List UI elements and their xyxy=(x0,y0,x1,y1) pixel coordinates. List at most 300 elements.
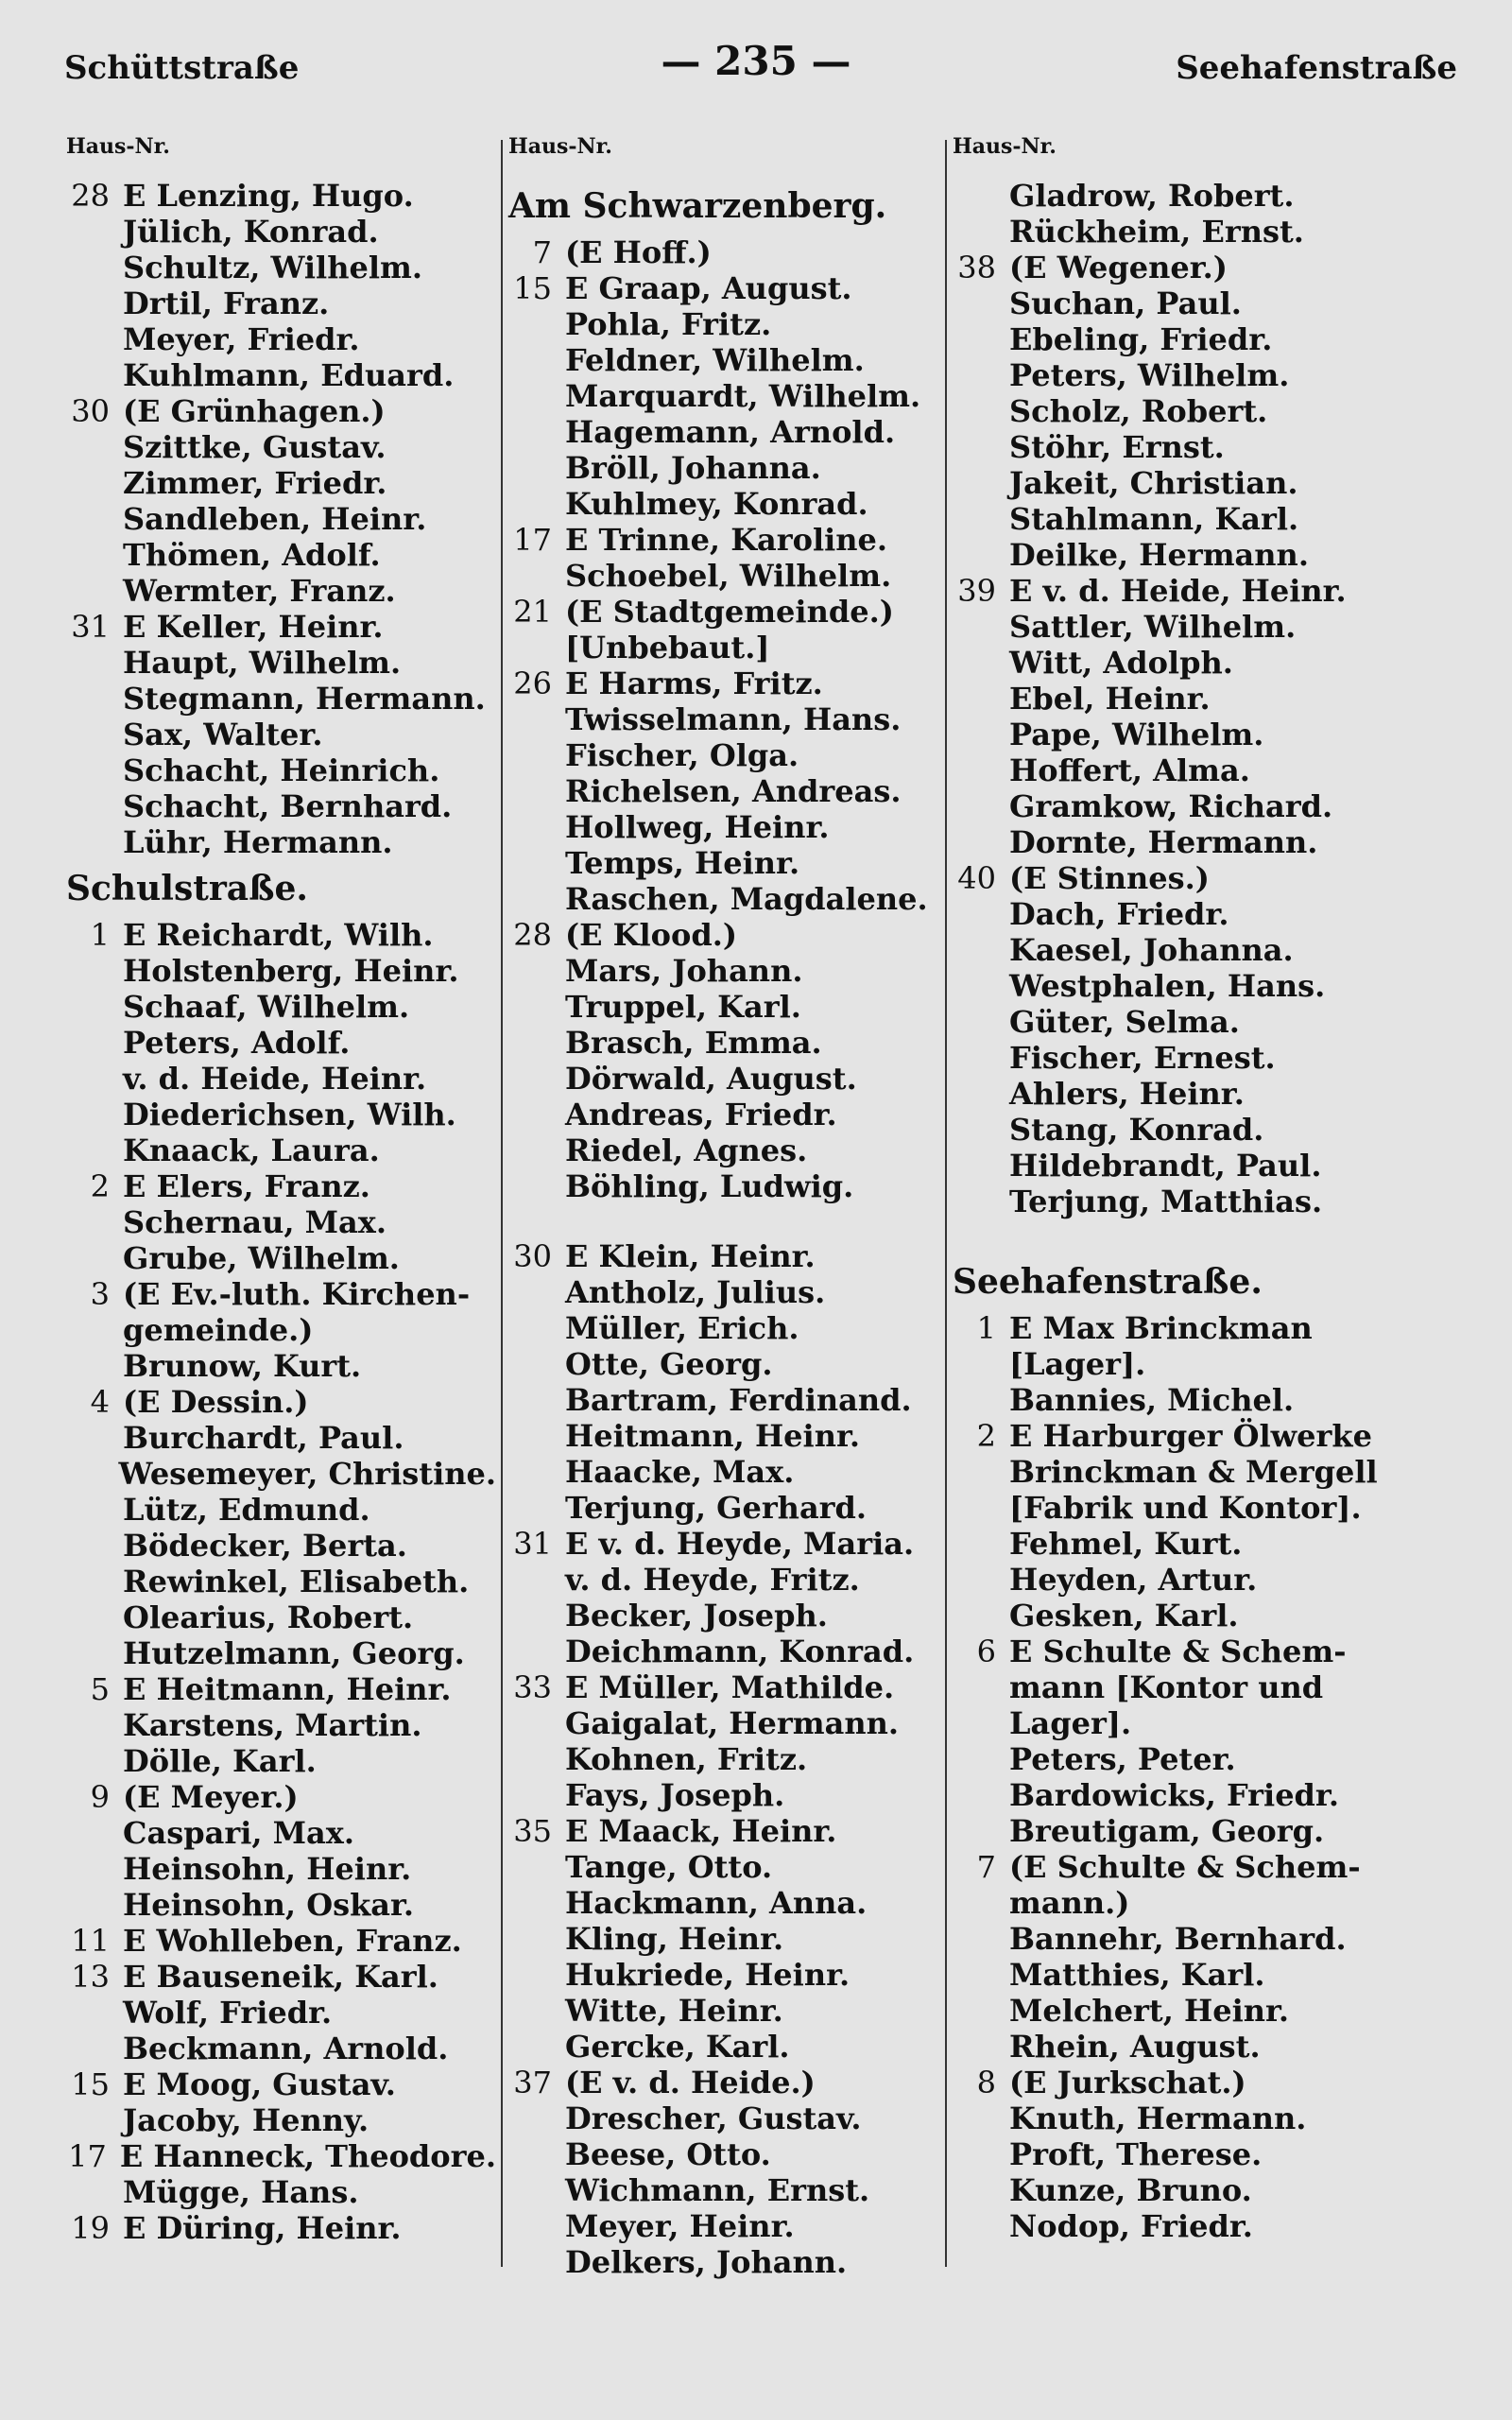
house-number xyxy=(508,2208,565,2244)
house-number xyxy=(66,953,123,989)
list-item xyxy=(953,1993,1397,2029)
resident-name: Scholz, Robert. xyxy=(1009,393,1268,429)
list-item xyxy=(66,1420,496,1456)
list-item xyxy=(953,1957,1397,1993)
resident-name: (E Hoff.) xyxy=(565,234,712,270)
house-number xyxy=(953,393,1009,429)
resident-name: Zimmer, Friedr. xyxy=(123,465,387,501)
list-item xyxy=(66,1061,496,1097)
list-item xyxy=(953,393,1397,429)
list-item xyxy=(66,1456,496,1492)
list-item xyxy=(66,178,496,214)
street-heading: Schulstraße. xyxy=(66,869,308,908)
house-number xyxy=(66,357,123,393)
list-item xyxy=(508,1669,943,1705)
list-item xyxy=(66,989,496,1025)
list-item xyxy=(508,1025,943,1061)
house-number xyxy=(953,178,1009,214)
resident-name: Matthies, Karl. xyxy=(1009,1957,1265,1993)
resident-name: Richelsen, Andreas. xyxy=(565,773,902,809)
house-number xyxy=(66,573,123,609)
list-item xyxy=(508,1061,943,1097)
list-item xyxy=(953,1777,1397,1813)
resident-name: Drescher, Gustav. xyxy=(565,2100,862,2136)
resident-name: E Wohlleben, Franz. xyxy=(123,1923,462,1959)
page-number: — 235 — xyxy=(661,38,851,84)
house-number xyxy=(953,1885,1009,1921)
list-item xyxy=(953,2172,1397,2208)
resident-name: Rhein, August. xyxy=(1009,2029,1261,2065)
list-item xyxy=(953,1004,1397,1040)
resident-name: Bödecker, Berta. xyxy=(123,1528,407,1564)
house-number xyxy=(953,1454,1009,1490)
house-number xyxy=(508,342,565,378)
resident-name: v. d. Heyde, Fritz. xyxy=(565,1562,860,1598)
resident-name: E Bauseneik, Karl. xyxy=(123,1959,438,1995)
list-item xyxy=(508,486,943,522)
list-item xyxy=(508,2065,943,2100)
resident-name: [Unbebaut.] xyxy=(565,630,770,666)
list-item xyxy=(508,594,943,630)
house-number: 37 xyxy=(513,2065,552,2100)
house-number xyxy=(66,1132,123,1168)
house-number xyxy=(953,501,1009,537)
resident-name: Dach, Friedr. xyxy=(1009,896,1229,932)
house-number: 5 xyxy=(90,1671,110,1707)
resident-name: Kuhlmey, Konrad. xyxy=(565,486,868,522)
list-item xyxy=(953,1813,1397,1849)
house-number: 7 xyxy=(976,1849,996,1885)
house-number xyxy=(508,809,565,845)
resident-name: mann.) xyxy=(1009,1885,1130,1921)
house-number xyxy=(953,824,1009,860)
house-number: 2 xyxy=(976,1418,996,1454)
house-number: 30 xyxy=(71,393,110,429)
house-number xyxy=(508,2172,565,2208)
resident-name: Wolf, Friedr. xyxy=(123,1995,333,2031)
resident-name: E Lenzing, Hugo. xyxy=(123,178,414,214)
resident-name: Westphalen, Hans. xyxy=(1009,968,1326,1004)
house-number xyxy=(508,1634,565,1669)
house-number: 33 xyxy=(513,1669,552,1705)
resident-name: Haacke, Max. xyxy=(565,1454,795,1490)
list-item xyxy=(508,306,943,342)
list-item xyxy=(66,285,496,321)
house-number: 35 xyxy=(513,1813,552,1849)
house-number xyxy=(953,609,1009,645)
resident-name: Brunow, Kurt. xyxy=(123,1348,362,1384)
list-item xyxy=(66,824,496,860)
list-item xyxy=(66,2066,496,2102)
house-number xyxy=(953,285,1009,321)
resident-name: Wesemeyer, Christine. xyxy=(118,1456,496,1492)
list-item xyxy=(508,989,943,1025)
resident-name: mann [Kontor und xyxy=(1009,1669,1324,1705)
list-item xyxy=(953,1076,1397,1112)
list-item xyxy=(953,357,1397,393)
list-item xyxy=(508,881,943,917)
house-number xyxy=(66,1564,123,1599)
house-number: 13 xyxy=(71,1959,110,1995)
resident-name: Böhling, Ludwig. xyxy=(565,1168,854,1204)
house-number xyxy=(953,896,1009,932)
resident-name: Gladrow, Robert. xyxy=(1009,178,1295,214)
house-number xyxy=(953,2208,1009,2244)
list-item xyxy=(508,2208,943,2244)
list-item xyxy=(508,270,943,306)
list-item xyxy=(66,1204,496,1240)
house-number: 26 xyxy=(513,666,552,701)
resident-name: Temps, Heinr. xyxy=(565,845,800,881)
house-number xyxy=(66,2031,123,2066)
house-number xyxy=(508,1993,565,2029)
house-number xyxy=(953,1598,1009,1634)
list-item xyxy=(953,1454,1397,1490)
list-item xyxy=(66,429,496,465)
resident-name: Peters, Wilhelm. xyxy=(1009,357,1290,393)
house-number xyxy=(508,1705,565,1741)
house-number: 3 xyxy=(90,1276,110,1312)
resident-name: Hutzelmann, Georg. xyxy=(123,1635,465,1671)
list-item xyxy=(66,953,496,989)
house-number xyxy=(508,486,565,522)
list-item xyxy=(66,573,496,609)
house-number xyxy=(508,1274,565,1310)
house-number xyxy=(66,465,123,501)
house-number xyxy=(953,2100,1009,2136)
house-number xyxy=(953,1076,1009,1112)
resident-name: Beckmann, Arnold. xyxy=(123,2031,449,2066)
resident-name: Gercke, Karl. xyxy=(565,2029,790,2065)
resident-name: Güter, Selma. xyxy=(1009,1004,1240,1040)
resident-name: E Klein, Heinr. xyxy=(565,1238,816,1274)
resident-name: Schaaf, Wilhelm. xyxy=(123,989,410,1025)
list-item xyxy=(508,234,943,270)
resident-name: E Reichardt, Wilh. xyxy=(123,917,434,953)
list-item xyxy=(66,1528,496,1564)
list-item xyxy=(66,1851,496,1887)
list-item xyxy=(508,1741,943,1777)
resident-name: E Düring, Heinr. xyxy=(123,2210,402,2246)
resident-name: Schoebel, Wilhelm. xyxy=(565,558,892,594)
house-number xyxy=(508,1849,565,1885)
house-number: 39 xyxy=(957,573,996,609)
list-item xyxy=(508,1598,943,1634)
house-number xyxy=(953,1004,1009,1040)
resident-name: Rewinkel, Elisabeth. xyxy=(123,1564,470,1599)
list-item xyxy=(953,1112,1397,1148)
house-number xyxy=(953,1741,1009,1777)
list-item xyxy=(953,645,1397,681)
list-item xyxy=(953,788,1397,824)
house-number: 28 xyxy=(513,917,552,953)
house-number xyxy=(508,1562,565,1598)
resident-name: Hagemann, Arnold. xyxy=(565,414,896,450)
list-item xyxy=(66,2102,496,2138)
house-number xyxy=(66,1599,123,1635)
list-item xyxy=(508,809,943,845)
resident-name: Schacht, Bernhard. xyxy=(123,788,453,824)
house-number xyxy=(66,1635,123,1671)
list-item xyxy=(953,537,1397,573)
resident-name: Tange, Otto. xyxy=(565,1849,773,1885)
list-item xyxy=(508,666,943,701)
list-item xyxy=(953,1490,1397,1526)
resident-name: Dölle, Karl. xyxy=(123,1743,317,1779)
list-item xyxy=(508,1562,943,1598)
resident-name: E Graap, August. xyxy=(565,270,852,306)
resident-name: Knuth, Hermann. xyxy=(1009,2100,1307,2136)
house-number xyxy=(66,1097,123,1132)
resident-name: Truppel, Karl. xyxy=(565,989,801,1025)
resident-name: Dornte, Hermann. xyxy=(1009,824,1318,860)
list-item xyxy=(66,1599,496,1635)
list-item xyxy=(508,378,943,414)
resident-name: Peters, Peter. xyxy=(1009,1741,1236,1777)
house-number-label: Haus-Nr. xyxy=(66,134,170,159)
list-item xyxy=(953,429,1397,465)
list-item xyxy=(953,285,1397,321)
resident-name: Brasch, Emma. xyxy=(565,1025,822,1061)
list-item xyxy=(66,1276,496,1312)
house-number xyxy=(953,2029,1009,2065)
list-item xyxy=(508,701,943,737)
column-3 xyxy=(953,132,1397,2244)
house-number xyxy=(66,1887,123,1923)
house-number xyxy=(508,1061,565,1097)
list-item xyxy=(508,1813,943,1849)
resident-name: Fischer, Ernest. xyxy=(1009,1040,1276,1076)
list-item xyxy=(508,1777,943,1813)
list-item xyxy=(508,737,943,773)
list-item xyxy=(953,609,1397,645)
house-number: 31 xyxy=(71,609,110,645)
house-number: 17 xyxy=(68,2138,107,2174)
resident-name: gemeinde.) xyxy=(123,1312,314,1348)
list-item xyxy=(66,1635,496,1671)
house-number xyxy=(66,1061,123,1097)
list-item xyxy=(66,917,496,953)
resident-name: Mars, Johann. xyxy=(565,953,803,989)
resident-name: Schernau, Max. xyxy=(123,1204,387,1240)
house-number: 4 xyxy=(90,1384,110,1420)
list-item xyxy=(508,2136,943,2172)
house-number xyxy=(66,824,123,860)
house-number xyxy=(66,1025,123,1061)
list-item xyxy=(508,917,943,953)
house-number xyxy=(66,501,123,537)
house-number xyxy=(953,1382,1009,1418)
house-number xyxy=(953,681,1009,717)
list-item xyxy=(953,501,1397,537)
list-item xyxy=(508,1957,943,1993)
list-item xyxy=(953,1562,1397,1598)
house-number xyxy=(953,968,1009,1004)
list-item xyxy=(953,250,1397,285)
list-item xyxy=(508,1168,943,1204)
house-number xyxy=(953,1562,1009,1598)
house-number: 38 xyxy=(957,250,996,285)
resident-name: Melchert, Heinr. xyxy=(1009,1993,1290,2029)
resident-name: Marquardt, Wilhelm. xyxy=(565,378,921,414)
house-number xyxy=(66,1492,123,1528)
house-number xyxy=(508,1310,565,1346)
list-item xyxy=(66,1815,496,1851)
resident-name: Grube, Wilhelm. xyxy=(123,1240,400,1276)
house-number xyxy=(508,701,565,737)
spacer xyxy=(953,1219,1397,1253)
house-number xyxy=(508,881,565,917)
resident-name: Kling, Heinr. xyxy=(565,1921,784,1957)
resident-name: (E Meyer.) xyxy=(123,1779,299,1815)
resident-name: Wichmann, Ernst. xyxy=(565,2172,870,2208)
house-number xyxy=(66,285,123,321)
house-number xyxy=(508,450,565,486)
list-item xyxy=(953,2136,1397,2172)
street-heading: Seehafenstraße. xyxy=(953,1262,1263,1302)
house-number xyxy=(66,1707,123,1743)
resident-name: Hackmann, Anna. xyxy=(565,1885,868,1921)
resident-name: Antholz, Julius. xyxy=(565,1274,826,1310)
list-item xyxy=(953,1921,1397,1957)
list-item xyxy=(508,1097,943,1132)
list-item xyxy=(953,214,1397,250)
resident-name: E v. d. Heyde, Maria. xyxy=(565,1526,915,1562)
resident-name: Lütz, Edmund. xyxy=(123,1492,370,1528)
resident-name: Deichmann, Konrad. xyxy=(565,1634,915,1669)
resident-name: Breutigam, Georg. xyxy=(1009,1813,1325,1849)
list-item xyxy=(508,1705,943,1741)
list-item xyxy=(66,214,496,250)
house-number xyxy=(508,1957,565,1993)
resident-name: Stang, Konrad. xyxy=(1009,1112,1264,1148)
house-number xyxy=(508,773,565,809)
list-item xyxy=(508,414,943,450)
resident-name: Sandleben, Heinr. xyxy=(123,501,427,537)
house-number xyxy=(66,717,123,752)
list-item xyxy=(953,1634,1397,1669)
house-number: 21 xyxy=(513,594,552,630)
house-number xyxy=(66,1348,123,1384)
resident-name: E Müller, Mathilde. xyxy=(565,1669,895,1705)
list-item xyxy=(953,1346,1397,1382)
resident-name: [Lager]. xyxy=(1009,1346,1146,1382)
house-number xyxy=(508,1490,565,1526)
list-item xyxy=(66,788,496,824)
house-number xyxy=(953,357,1009,393)
list-item xyxy=(66,465,496,501)
house-number xyxy=(66,321,123,357)
resident-name: (E Grünhagen.) xyxy=(123,393,386,429)
resident-name: Proft, Therese. xyxy=(1009,2136,1263,2172)
list-item xyxy=(953,1382,1397,1418)
list-item xyxy=(508,953,943,989)
resident-name: (E Dessin.) xyxy=(123,1384,309,1420)
resident-name: Meyer, Heinr. xyxy=(565,2208,795,2244)
house-number xyxy=(953,2136,1009,2172)
resident-name: Rückheim, Ernst. xyxy=(1009,214,1304,250)
house-number xyxy=(953,1112,1009,1148)
list-item xyxy=(508,1132,943,1168)
house-number xyxy=(508,737,565,773)
resident-name: E Elers, Franz. xyxy=(123,1168,370,1204)
list-item xyxy=(953,1705,1397,1741)
house-number xyxy=(508,1885,565,1921)
resident-name: E Keller, Heinr. xyxy=(123,609,384,645)
house-number xyxy=(508,558,565,594)
resident-name: Meyer, Friedr. xyxy=(123,321,360,357)
resident-name: Kunze, Bruno. xyxy=(1009,2172,1252,2208)
house-number: 19 xyxy=(71,2210,110,2246)
list-item xyxy=(953,1040,1397,1076)
list-item xyxy=(508,1382,943,1418)
list-item xyxy=(66,1384,496,1420)
house-number xyxy=(953,1148,1009,1184)
resident-name: Terjung, Matthias. xyxy=(1009,1184,1323,1219)
resident-name: (E Jurkschat.) xyxy=(1009,2065,1246,2100)
resident-name: Nodop, Friedr. xyxy=(1009,2208,1253,2244)
list-item xyxy=(66,1707,496,1743)
list-item xyxy=(953,1669,1397,1705)
house-number: 6 xyxy=(976,1634,996,1669)
list-item xyxy=(66,1671,496,1707)
list-item xyxy=(953,465,1397,501)
house-number xyxy=(953,717,1009,752)
list-item xyxy=(66,1887,496,1923)
list-item xyxy=(953,2100,1397,2136)
resident-name: Raschen, Magdalene. xyxy=(565,881,928,917)
resident-name: Beese, Otto. xyxy=(565,2136,771,2172)
resident-name: E Trinne, Karoline. xyxy=(565,522,888,558)
resident-name: Fays, Joseph. xyxy=(565,1777,785,1813)
resident-name: Heinsohn, Oskar. xyxy=(123,1887,415,1923)
list-item xyxy=(508,342,943,378)
house-number xyxy=(66,1312,123,1348)
resident-name: Ebeling, Friedr. xyxy=(1009,321,1273,357)
resident-name: Heyden, Artur. xyxy=(1009,1562,1258,1598)
list-item xyxy=(66,1743,496,1779)
list-item xyxy=(66,501,496,537)
house-number xyxy=(508,1454,565,1490)
house-number xyxy=(953,1346,1009,1382)
house-number xyxy=(953,1921,1009,1957)
house-number xyxy=(66,1240,123,1276)
resident-name: Andreas, Friedr. xyxy=(565,1097,837,1132)
house-number-label: Haus-Nr. xyxy=(953,134,1057,159)
house-number xyxy=(953,537,1009,573)
house-number xyxy=(508,1741,565,1777)
resident-name: Wermter, Franz. xyxy=(123,573,396,609)
list-item xyxy=(953,824,1397,860)
list-item xyxy=(66,1240,496,1276)
list-item xyxy=(953,321,1397,357)
house-number xyxy=(508,845,565,881)
list-item xyxy=(66,537,496,573)
list-item xyxy=(953,1310,1397,1346)
list-item xyxy=(66,1492,496,1528)
resident-name: [Fabrik und Kontor]. xyxy=(1009,1490,1362,1526)
house-number xyxy=(508,2244,565,2280)
list-item xyxy=(953,1885,1397,1921)
header-right-street: Seehafenstraße xyxy=(1176,49,1457,87)
resident-name: Bardowicks, Friedr. xyxy=(1009,1777,1339,1813)
list-item xyxy=(508,630,943,666)
house-number: 31 xyxy=(513,1526,552,1562)
resident-name: E Max Brinckman xyxy=(1009,1310,1313,1346)
list-item xyxy=(508,1849,943,1885)
house-number: 30 xyxy=(513,1238,552,1274)
house-number xyxy=(66,752,123,788)
